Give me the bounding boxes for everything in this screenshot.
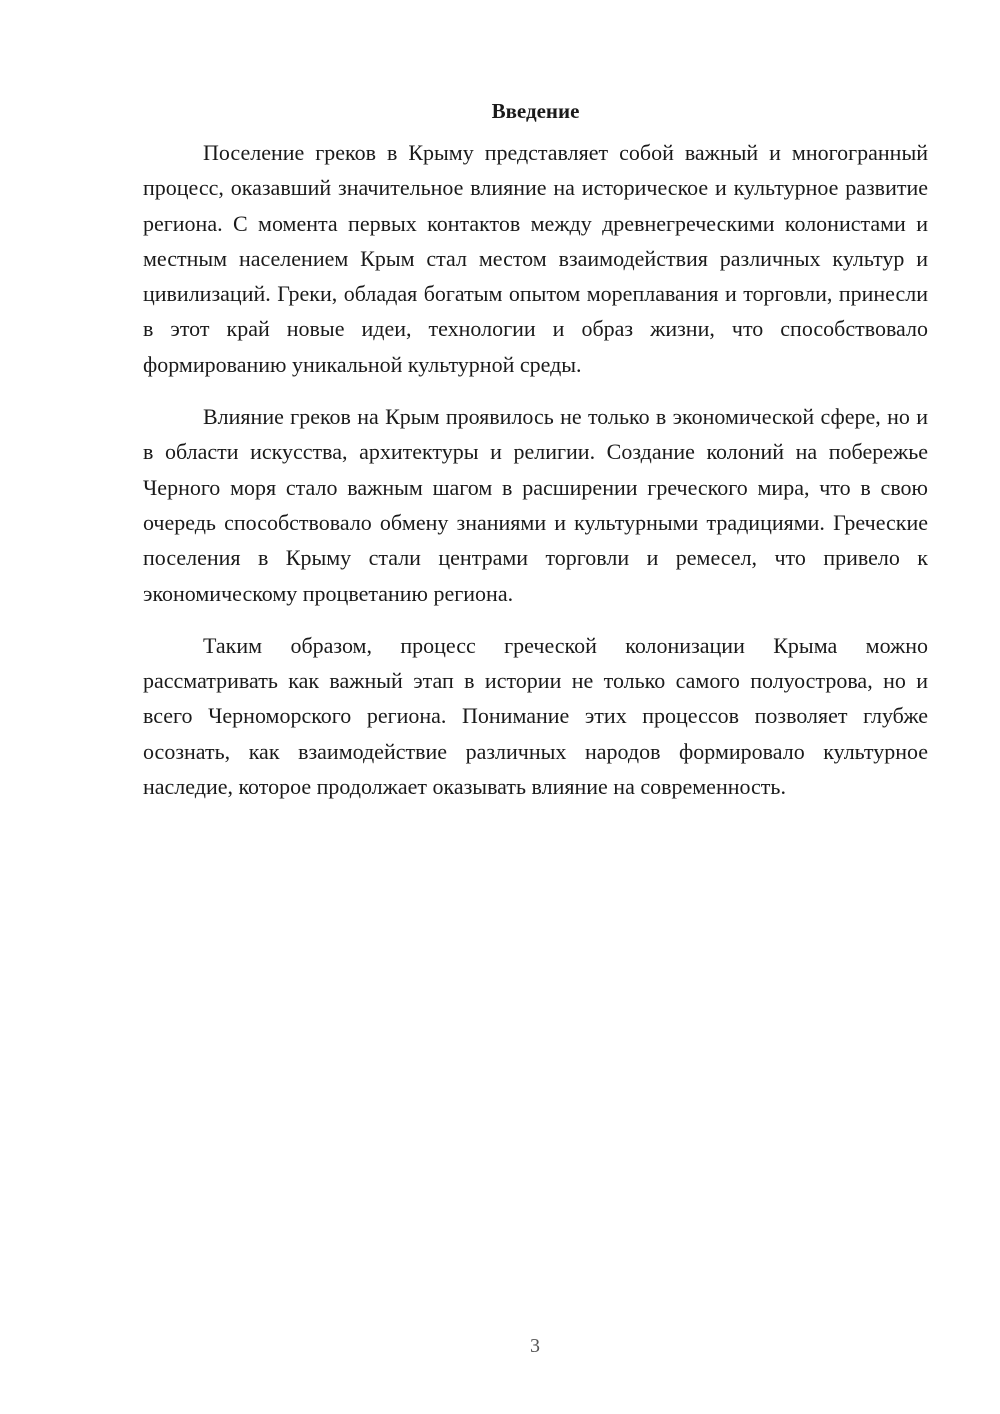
page-number: 3 [530, 1335, 540, 1357]
paragraph-2: Влияние греков на Крым проявилось не только в экономической сфере, но и в области искусства, архитектуры и религии. Создание колоний на побережье Черного моря стало важным шагом в расширении греческого мира, что в свою очередь способствовало обмену знаниями и культурными традициями. Греческие поселения в Крыму стали центрами торговли и ремесел, что привело к экономическому процветанию региона. [143, 404, 928, 606]
paragraph-1: Поселение греков в Крыму представляет собой важный и многогранный процесс, оказавший значительное влияние на историческое и культурное развитие региона. С момента первых контактов между древнегреческими колонистами и местным населением Крым стал местом взаимодействия различных культур и цивилизаций. Греки, обладая богатым опытом мореплавания и торговли, принесли в этот край новые идеи, технологии и образ жизни, что способствовало формированию уникальной культурной среды. [143, 140, 928, 377]
page-content [143, 96, 928, 821]
paragraph-3: Таким образом, процесс греческой колонизации Крыма можно рассматривать как важный этап в истории не только самого полуострова, но и всего Черноморского региона. Понимание этих процессов позволяет глубже осознать, как взаимодействие различных народов формировало культурное наследие, которое продолжает оказывать влияние на современность. [143, 632, 928, 800]
section-heading: Введение [491, 99, 580, 123]
